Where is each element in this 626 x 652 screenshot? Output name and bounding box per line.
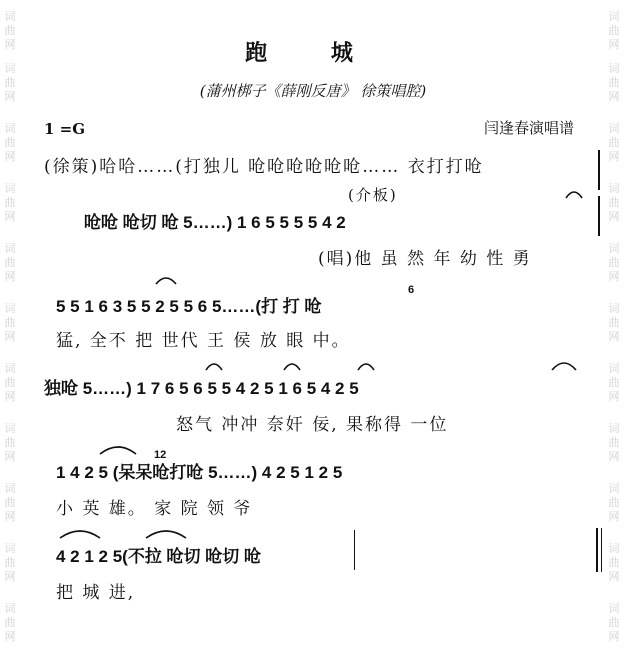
key-signature: 1 =G bbox=[44, 120, 86, 138]
watermark-char: 词 bbox=[4, 10, 16, 23]
watermark-char: 网 bbox=[4, 510, 16, 523]
watermark-char: 网 bbox=[4, 570, 16, 583]
slur bbox=[206, 364, 222, 370]
watermark-char: 词 bbox=[608, 242, 620, 255]
watermark-char: 曲 bbox=[4, 376, 16, 389]
watermark-char: 曲 bbox=[4, 436, 16, 449]
watermark-char: 网 bbox=[608, 510, 620, 523]
watermark-char: 词 bbox=[4, 122, 16, 135]
watermark-char: 曲 bbox=[608, 76, 620, 89]
notation-line-2: 呛呛 呛切 呛 5……) 1 6 5 5 5 5 4 2 bbox=[84, 213, 346, 232]
bar-line bbox=[354, 530, 355, 570]
watermark-char: 网 bbox=[608, 570, 620, 583]
transcriber-credit: 闫逢春演唱谱 bbox=[484, 119, 575, 137]
watermark-char: 曲 bbox=[4, 256, 16, 269]
watermark-char: 曲 bbox=[608, 136, 620, 149]
watermark-char: 词 bbox=[4, 242, 16, 255]
watermark-char: 词 bbox=[4, 182, 16, 195]
watermark-char: 网 bbox=[608, 90, 620, 103]
lyric-line-2: (唱)他 虽 然 年 幼 性 勇 bbox=[318, 249, 532, 269]
watermark-char: 网 bbox=[608, 390, 620, 403]
watermark-char: 曲 bbox=[608, 616, 620, 629]
watermark-char: 词 bbox=[608, 362, 620, 375]
watermark-char: 网 bbox=[4, 390, 16, 403]
slur bbox=[100, 447, 136, 454]
watermark-char: 词 bbox=[608, 10, 620, 23]
watermark-char: 网 bbox=[608, 150, 620, 163]
notation-line-5: 1 4 2 5 (呆呆呛打呛 5……) 4 2 5 1 2 5 bbox=[56, 463, 343, 482]
watermark-char: 网 bbox=[4, 90, 16, 103]
watermark-char: 网 bbox=[608, 450, 620, 463]
watermark-char: 曲 bbox=[608, 316, 620, 329]
watermark-char: 曲 bbox=[4, 496, 16, 509]
watermark-char: 曲 bbox=[608, 196, 620, 209]
slur bbox=[60, 531, 100, 538]
bar-line bbox=[601, 528, 602, 572]
slur bbox=[552, 363, 576, 370]
score-title: 跑 城 bbox=[245, 40, 381, 66]
watermark-char: 曲 bbox=[4, 24, 16, 37]
watermark-char: 曲 bbox=[4, 196, 16, 209]
watermark-char: 网 bbox=[608, 38, 620, 51]
watermark-char: 网 bbox=[608, 330, 620, 343]
bar-line bbox=[598, 150, 600, 190]
watermark-char: 曲 bbox=[4, 556, 16, 569]
watermark-char: 网 bbox=[4, 270, 16, 283]
watermark-char: 网 bbox=[608, 630, 620, 643]
watermark-char: 词 bbox=[608, 482, 620, 495]
watermark-char: 网 bbox=[4, 630, 16, 643]
lyric-line-3: 猛, 全不 把 世代 王 侯 放 眼 中。 bbox=[56, 331, 351, 351]
watermark-char: 词 bbox=[4, 62, 16, 75]
watermark-char: 词 bbox=[4, 542, 16, 555]
slur bbox=[566, 192, 582, 198]
notation-line-3: 5 5 1 6 3 5 5 2 5 5 6 5……(打 打 呛 bbox=[56, 297, 322, 316]
watermark-char: 曲 bbox=[608, 376, 620, 389]
watermark-char: 曲 bbox=[608, 556, 620, 569]
bar-line bbox=[596, 528, 598, 572]
slur bbox=[284, 364, 300, 370]
watermark-char: 曲 bbox=[608, 256, 620, 269]
watermark-char: 词 bbox=[4, 302, 16, 315]
watermark-char: 网 bbox=[608, 210, 620, 223]
score-line-1: (徐策)哈哈……(打独儿 呛呛呛呛呛呛…… 衣打打呛 bbox=[44, 157, 484, 177]
watermark-char: 词 bbox=[4, 482, 16, 495]
score-subtitle: (蒲州梆子《薛刚反唐》 徐策唱腔) bbox=[199, 82, 427, 100]
watermark-char: 网 bbox=[4, 210, 16, 223]
watermark-char: 曲 bbox=[4, 316, 16, 329]
slur bbox=[358, 364, 374, 370]
watermark-char: 词 bbox=[4, 602, 16, 615]
watermark-char: 词 bbox=[608, 302, 620, 315]
watermark-char: 网 bbox=[4, 450, 16, 463]
lyric-line-6: 把 城 进, bbox=[56, 583, 136, 603]
notation-line-6: 4 2 1 2 5(不拉 呛切 呛切 呛 bbox=[56, 547, 261, 566]
watermark-char: 词 bbox=[4, 362, 16, 375]
watermark-char: 网 bbox=[4, 150, 16, 163]
watermark-char: 网 bbox=[4, 38, 16, 51]
tempo-marking: (介板) bbox=[348, 186, 398, 204]
bar-line bbox=[598, 196, 600, 236]
watermark-char: 曲 bbox=[608, 496, 620, 509]
slur bbox=[156, 278, 176, 284]
watermark-char: 词 bbox=[608, 122, 620, 135]
watermark-char: 曲 bbox=[608, 24, 620, 37]
watermark-char: 曲 bbox=[4, 76, 16, 89]
watermark-char: 词 bbox=[4, 422, 16, 435]
watermark-char: 曲 bbox=[4, 136, 16, 149]
watermark-char: 词 bbox=[608, 422, 620, 435]
watermark-char: 曲 bbox=[608, 436, 620, 449]
watermark-char: 曲 bbox=[4, 616, 16, 629]
watermark-char: 词 bbox=[608, 182, 620, 195]
watermark-char: 词 bbox=[608, 602, 620, 615]
slur bbox=[146, 531, 186, 538]
grace-note: 6 bbox=[408, 284, 415, 296]
lyric-line-5: 小 英 雄。 家 院 领 爷 bbox=[56, 499, 253, 519]
lyric-line-4: 怒气 冲冲 奈奸 佞, 果称得 一位 bbox=[176, 415, 449, 435]
grace-note: 12 bbox=[154, 449, 167, 461]
watermark-char: 网 bbox=[608, 270, 620, 283]
watermark-char: 词 bbox=[608, 542, 620, 555]
watermark-char: 词 bbox=[608, 62, 620, 75]
watermark-char: 网 bbox=[4, 330, 16, 343]
notation-line-4: 独呛 5……) 1 7 6 5 6 5 5 4 2 5 1 6 5 4 2 5 bbox=[44, 379, 359, 398]
